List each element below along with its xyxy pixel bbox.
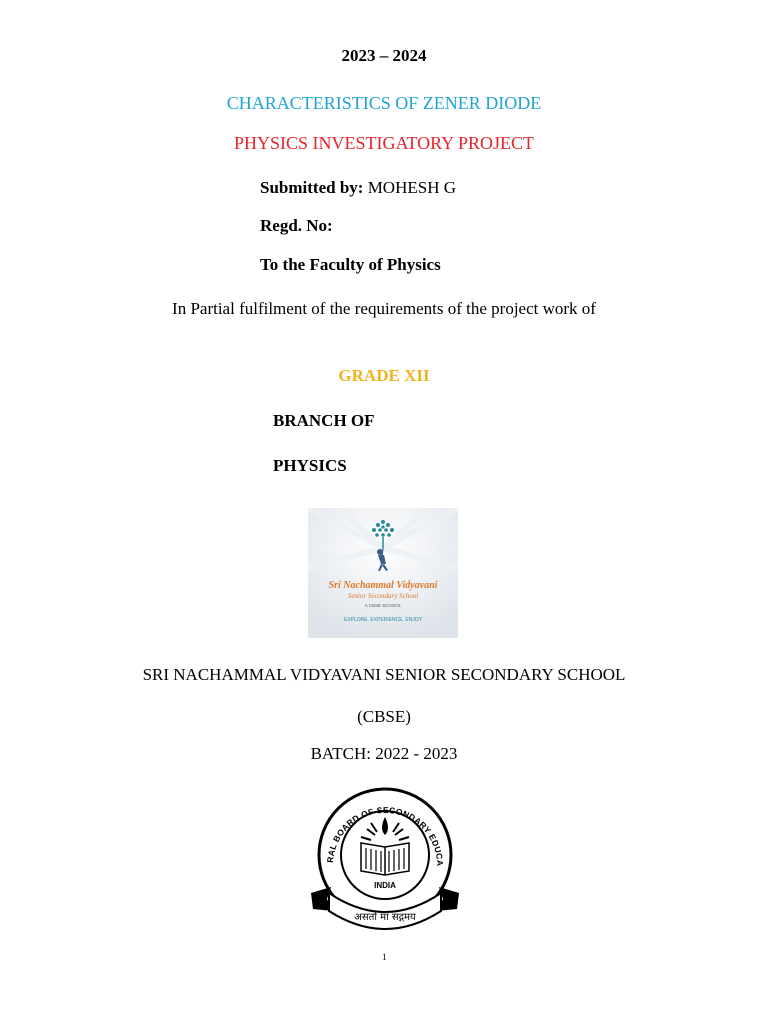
- school-name: SRI NACHAMMAL VIDYAVANI SENIOR SECONDARY SCHOOL: [142, 665, 626, 684]
- board-label: (CBSE): [357, 707, 411, 726]
- academic-year: 2023 – 2024: [341, 46, 427, 65]
- branch-value: PHYSICS: [273, 456, 347, 475]
- cbse-seal: [305, 775, 465, 945]
- svg-text:A CBSE SCHOOL: A CBSE SCHOOL: [364, 603, 402, 608]
- project-subtitle: PHYSICS INVESTIGATORY PROJECT: [233, 133, 535, 153]
- regd-no-label: Regd. No:: [260, 216, 333, 235]
- svg-text:EXPLORE. EXPERIENCE. ENJOY: EXPLORE. EXPERIENCE. ENJOY: [343, 617, 423, 623]
- project-title: CHARACTERISTICS OF ZENER DIODE: [226, 93, 542, 113]
- svg-text:Sri Nachammal Vidyavani: Sri Nachammal Vidyavani: [328, 580, 438, 591]
- cbse-seal-graphic: [305, 775, 465, 945]
- svg-text:असतो मा सद्गमय: असतो मा सद्गमय: [354, 912, 416, 923]
- grade-label: GRADE XII: [338, 366, 430, 385]
- batch-label: BATCH: 2022 - 2023: [310, 744, 458, 763]
- submitted-by-line: [260, 178, 456, 198]
- submitted-by-label: Submitted by:: [260, 178, 364, 197]
- submitted-by-value: MOHESH G: [363, 178, 456, 197]
- faculty-line: To the Faculty of Physics: [260, 255, 441, 274]
- svg-text:CENTRAL BOARD OF SECONDARY EDU: RAL BOARD OF SECONDARY EDUCA: [324, 804, 446, 866]
- page-number: 1: [382, 952, 387, 962]
- partial-fulfilment-text: In Partial fulfilment of the requirements of the project work of: [172, 299, 596, 318]
- school-logo-graphic: [308, 508, 458, 638]
- svg-text:Senior Secondary School: Senior Secondary School: [347, 592, 419, 600]
- school-logo: [308, 508, 458, 638]
- branch-label: BRANCH OF: [273, 411, 375, 430]
- svg-text:INDIA: INDIA: [374, 881, 396, 890]
